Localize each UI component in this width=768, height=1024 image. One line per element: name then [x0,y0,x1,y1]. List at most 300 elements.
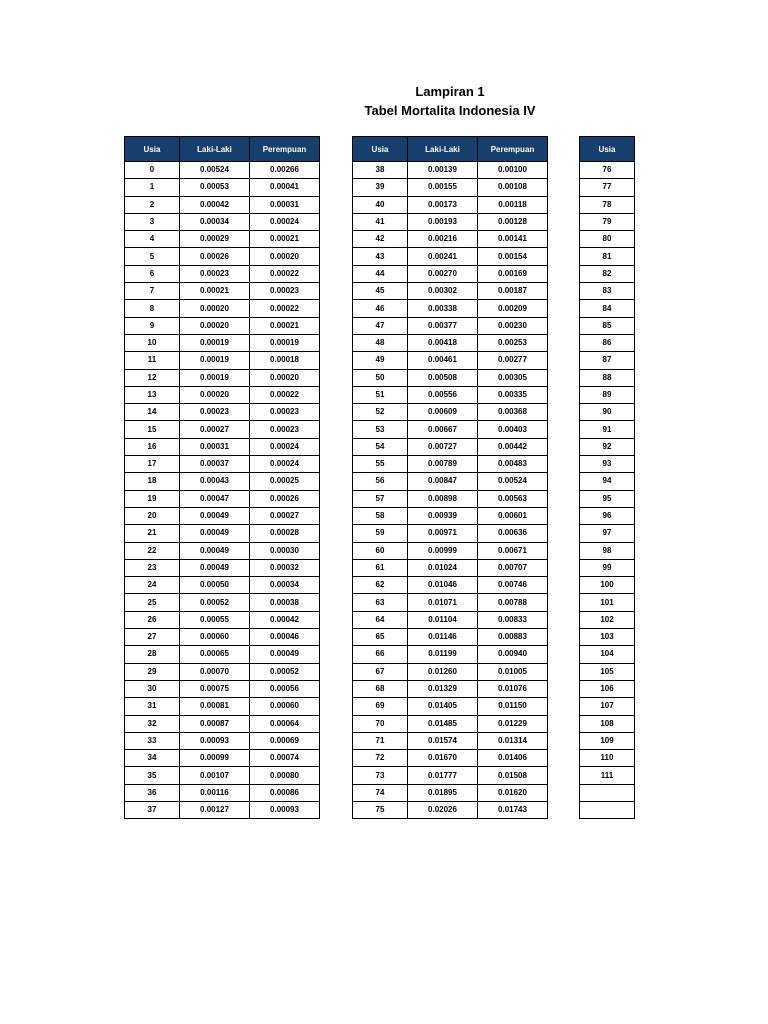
laki-laki-cell: 0.01046 [408,577,478,594]
usia-cell: 56 [353,473,408,490]
table-row [125,542,320,559]
perempuan-cell: 0.00018 [250,352,320,369]
table-row [125,680,320,697]
usia-cell: 103 [580,629,635,646]
table-row [353,732,548,749]
table-row [353,542,548,559]
usia-cell: 110 [580,750,635,767]
table-row [353,750,548,767]
header-usia: Usia [580,137,635,162]
usia-cell: 30 [125,680,180,697]
usia-cell: 7 [125,283,180,300]
usia-cell: 31 [125,698,180,715]
usia-cell: 39 [353,179,408,196]
laki-laki-cell: 0.01895 [408,784,478,801]
perempuan-cell: 0.00030 [250,542,320,559]
laki-laki-cell: 0.00139 [408,162,478,179]
usia-cell: 88 [580,369,635,386]
laki-laki-cell: 0.00099 [180,750,250,767]
table-row [125,490,320,507]
laki-laki-cell: 0.00053 [180,179,250,196]
header-perempuan: Perempuan [250,137,320,162]
perempuan-cell: 0.00041 [250,179,320,196]
laki-laki-cell: 0.00021 [180,283,250,300]
usia-cell: 38 [353,162,408,179]
table-row [580,715,635,732]
usia-cell: 22 [125,542,180,559]
table-row [580,248,635,265]
usia-cell: 6 [125,265,180,282]
usia-cell: 53 [353,421,408,438]
laki-laki-cell: 0.00155 [408,179,478,196]
table-row [353,577,548,594]
laki-laki-cell: 0.00019 [180,352,250,369]
perempuan-cell: 0.00034 [250,577,320,594]
perempuan-cell: 0.00020 [250,369,320,386]
usia-cell: 4 [125,231,180,248]
laki-laki-cell: 0.00049 [180,542,250,559]
laki-laki-cell: 0.01146 [408,629,478,646]
usia-cell: 104 [580,646,635,663]
usia-cell: 32 [125,715,180,732]
perempuan-cell: 0.00026 [250,490,320,507]
usia-cell: 83 [580,283,635,300]
table-row [125,231,320,248]
table-row [353,680,548,697]
header-usia: Usia [125,137,180,162]
perempuan-cell: 0.00080 [250,767,320,784]
laki-laki-cell: 0.00939 [408,507,478,524]
table-row [125,715,320,732]
laki-laki-cell: 0.00019 [180,334,250,351]
usia-cell: 34 [125,750,180,767]
perempuan-cell: 0.00056 [250,680,320,697]
table-row [125,456,320,473]
usia-cell: 80 [580,231,635,248]
perempuan-cell: 0.00028 [250,525,320,542]
table-row [125,213,320,230]
usia-cell: 92 [580,438,635,455]
usia-cell: 85 [580,317,635,334]
table-row [353,386,548,403]
usia-cell: 58 [353,507,408,524]
perempuan-cell: 0.00023 [250,404,320,421]
perempuan-cell: 0.00108 [478,179,548,196]
perempuan-cell: 0.00563 [478,490,548,507]
table-row [580,369,635,386]
table-row [125,352,320,369]
perempuan-cell: 0.00368 [478,404,548,421]
usia-cell: 24 [125,577,180,594]
usia-cell: 76 [580,162,635,179]
laki-laki-cell: 0.01260 [408,663,478,680]
table-row [353,646,548,663]
table-row [125,265,320,282]
laki-laki-cell: 0.00081 [180,698,250,715]
laki-laki-cell: 0.00338 [408,300,478,317]
perempuan-cell: 0.00031 [250,196,320,213]
usia-cell: 106 [580,680,635,697]
table-row [353,715,548,732]
table-row [580,231,635,248]
usia-cell: 71 [353,732,408,749]
laki-laki-cell: 0.00020 [180,300,250,317]
table-header-row [125,137,320,162]
laki-laki-cell: 0.00050 [180,577,250,594]
usia-cell: 59 [353,525,408,542]
laki-laki-cell: 0.00027 [180,421,250,438]
usia-cell: 93 [580,456,635,473]
perempuan-cell: 0.00154 [478,248,548,265]
usia-cell: 72 [353,750,408,767]
laki-laki-cell: 0.00034 [180,213,250,230]
usia-cell: 57 [353,490,408,507]
perempuan-cell: 0.00833 [478,611,548,628]
perempuan-cell: 0.00671 [478,542,548,559]
table-row [353,300,548,317]
perempuan-cell: 0.00707 [478,559,548,576]
usia-cell: 2 [125,196,180,213]
usia-cell [580,801,635,818]
perempuan-cell: 0.00100 [478,162,548,179]
perempuan-cell: 0.00187 [478,283,548,300]
usia-cell: 69 [353,698,408,715]
table-row [353,629,548,646]
table-row [353,438,548,455]
perempuan-cell: 0.01005 [478,663,548,680]
perempuan-cell: 0.00403 [478,421,548,438]
table-row [125,386,320,403]
table-row [125,698,320,715]
table-row [125,334,320,351]
table-row [353,490,548,507]
table-row [125,438,320,455]
table-row [580,801,635,818]
perempuan-cell: 0.00169 [478,265,548,282]
laki-laki-cell: 0.01329 [408,680,478,697]
usia-cell: 28 [125,646,180,663]
table-row [353,231,548,248]
laki-laki-cell: 0.00020 [180,317,250,334]
perempuan-cell: 0.00746 [478,577,548,594]
table-row [125,594,320,611]
table-row [125,473,320,490]
laki-laki-cell: 0.00461 [408,352,478,369]
mortality-table-3 [579,136,635,819]
usia-cell: 43 [353,248,408,265]
perempuan-cell: 0.01743 [478,801,548,818]
table-row [580,386,635,403]
table-row [125,559,320,576]
perempuan-cell: 0.00021 [250,317,320,334]
perempuan-cell: 0.01406 [478,750,548,767]
table-row [353,265,548,282]
usia-cell: 29 [125,663,180,680]
table-row [353,456,548,473]
table-row [353,663,548,680]
table-row [580,698,635,715]
perempuan-cell: 0.00253 [478,334,548,351]
laki-laki-cell: 0.00065 [180,646,250,663]
usia-cell: 0 [125,162,180,179]
usia-cell: 45 [353,283,408,300]
mortality-table-2 [352,136,548,819]
usia-cell: 17 [125,456,180,473]
table-row [580,784,635,801]
laki-laki-cell: 0.01777 [408,767,478,784]
perempuan-cell: 0.00118 [478,196,548,213]
perempuan-cell: 0.00027 [250,507,320,524]
perempuan-cell: 0.00021 [250,231,320,248]
perempuan-cell: 0.01150 [478,698,548,715]
usia-cell: 107 [580,698,635,715]
usia-cell: 50 [353,369,408,386]
perempuan-cell: 0.01508 [478,767,548,784]
usia-cell: 15 [125,421,180,438]
usia-cell: 35 [125,767,180,784]
perempuan-cell: 0.00032 [250,559,320,576]
perempuan-cell: 0.00128 [478,213,548,230]
usia-cell: 40 [353,196,408,213]
usia-cell: 67 [353,663,408,680]
usia-cell: 54 [353,438,408,455]
table-row [580,732,635,749]
laki-laki-cell: 0.01670 [408,750,478,767]
usia-cell: 41 [353,213,408,230]
laki-laki-cell: 0.01485 [408,715,478,732]
table-row [580,767,635,784]
table-row [353,473,548,490]
usia-cell: 33 [125,732,180,749]
table-row [580,629,635,646]
laki-laki-cell: 0.00667 [408,421,478,438]
table-row [580,352,635,369]
laki-laki-cell: 0.00847 [408,473,478,490]
laki-laki-cell: 0.01405 [408,698,478,715]
table-row [125,784,320,801]
laki-laki-cell: 0.00241 [408,248,478,265]
usia-cell: 1 [125,179,180,196]
laki-laki-cell: 0.00270 [408,265,478,282]
laki-laki-cell: 0.00508 [408,369,478,386]
table-row [125,732,320,749]
table-row [580,438,635,455]
usia-cell: 81 [580,248,635,265]
usia-cell: 13 [125,386,180,403]
table-row [580,507,635,524]
laki-laki-cell: 0.01574 [408,732,478,749]
usia-cell: 86 [580,334,635,351]
table-row [125,577,320,594]
table-row [353,525,548,542]
table-row [353,369,548,386]
laki-laki-cell: 0.00019 [180,369,250,386]
table-row [353,179,548,196]
laki-laki-cell: 0.00971 [408,525,478,542]
usia-cell: 49 [353,352,408,369]
table-row [353,594,548,611]
table-row [353,317,548,334]
laki-laki-cell: 0.00049 [180,507,250,524]
perempuan-cell: 0.00022 [250,265,320,282]
title-line-1: Lampiran 1 [415,84,485,99]
perempuan-cell: 0.00064 [250,715,320,732]
perempuan-cell: 0.00049 [250,646,320,663]
usia-cell: 65 [353,629,408,646]
usia-cell: 47 [353,317,408,334]
usia-cell: 9 [125,317,180,334]
table-row [125,404,320,421]
table-row [580,646,635,663]
usia-cell: 18 [125,473,180,490]
usia-cell: 55 [353,456,408,473]
laki-laki-cell: 0.00055 [180,611,250,628]
laki-laki-cell: 0.00049 [180,559,250,576]
table-row [580,265,635,282]
table-row [580,577,635,594]
laki-laki-cell: 0.00070 [180,663,250,680]
laki-laki-cell: 0.00060 [180,629,250,646]
usia-cell: 70 [353,715,408,732]
laki-laki-cell: 0.00302 [408,283,478,300]
usia-cell: 14 [125,404,180,421]
usia-cell: 21 [125,525,180,542]
usia-cell: 109 [580,732,635,749]
usia-cell: 27 [125,629,180,646]
perempuan-cell: 0.00069 [250,732,320,749]
perempuan-cell: 0.00788 [478,594,548,611]
perempuan-cell: 0.00019 [250,334,320,351]
table-row [580,300,635,317]
table-row [125,179,320,196]
laki-laki-cell: 0.00377 [408,317,478,334]
perempuan-cell: 0.00230 [478,317,548,334]
usia-cell: 12 [125,369,180,386]
header-perempuan: Perempuan [478,137,548,162]
laki-laki-cell: 0.00107 [180,767,250,784]
table-row [353,801,548,818]
table-row [580,404,635,421]
usia-cell: 20 [125,507,180,524]
table-row [580,283,635,300]
laki-laki-cell: 0.00173 [408,196,478,213]
usia-cell: 108 [580,715,635,732]
laki-laki-cell: 0.00524 [180,162,250,179]
perempuan-cell: 0.00024 [250,438,320,455]
usia-cell: 3 [125,213,180,230]
table-row [580,559,635,576]
table-row [580,490,635,507]
perempuan-cell: 0.00024 [250,456,320,473]
table-row [125,611,320,628]
usia-cell: 8 [125,300,180,317]
laki-laki-cell: 0.00042 [180,196,250,213]
usia-cell: 19 [125,490,180,507]
perempuan-cell: 0.00636 [478,525,548,542]
table-row [125,663,320,680]
mortality-table-1 [124,136,320,819]
perempuan-cell: 0.00093 [250,801,320,818]
usia-cell: 36 [125,784,180,801]
laki-laki-cell: 0.01024 [408,559,478,576]
table-row [125,369,320,386]
usia-cell: 75 [353,801,408,818]
table-row [353,248,548,265]
usia-cell: 97 [580,525,635,542]
perempuan-cell: 0.00038 [250,594,320,611]
laki-laki-cell: 0.02026 [408,801,478,818]
laki-laki-cell: 0.00023 [180,404,250,421]
table-row [580,473,635,490]
perempuan-cell: 0.00524 [478,473,548,490]
table-row [580,196,635,213]
perempuan-cell: 0.00305 [478,369,548,386]
usia-cell: 61 [353,559,408,576]
table-row [580,750,635,767]
laki-laki-cell: 0.00047 [180,490,250,507]
usia-cell: 96 [580,507,635,524]
usia-cell: 87 [580,352,635,369]
usia-cell: 111 [580,767,635,784]
table-row [125,646,320,663]
laki-laki-cell: 0.01104 [408,611,478,628]
table-row [125,525,320,542]
table-row [580,421,635,438]
table-row [125,767,320,784]
usia-cell: 11 [125,352,180,369]
usia-cell: 42 [353,231,408,248]
usia-cell: 51 [353,386,408,403]
table-row [353,698,548,715]
perempuan-cell: 0.00335 [478,386,548,403]
table-row [125,507,320,524]
table-row [125,801,320,818]
table-row [353,784,548,801]
perempuan-cell: 0.00025 [250,473,320,490]
laki-laki-cell: 0.00789 [408,456,478,473]
laki-laki-cell: 0.00999 [408,542,478,559]
perempuan-cell: 0.01229 [478,715,548,732]
table-header-row [353,137,548,162]
laki-laki-cell: 0.00898 [408,490,478,507]
laki-laki-cell: 0.01071 [408,594,478,611]
perempuan-cell: 0.00086 [250,784,320,801]
usia-cell: 46 [353,300,408,317]
table-row [125,162,320,179]
laki-laki-cell: 0.00049 [180,525,250,542]
perempuan-cell: 0.00601 [478,507,548,524]
table-header-row [580,137,635,162]
laki-laki-cell: 0.00087 [180,715,250,732]
laki-laki-cell: 0.00020 [180,386,250,403]
usia-cell: 79 [580,213,635,230]
usia-cell: 95 [580,490,635,507]
table-row [353,334,548,351]
usia-cell: 68 [353,680,408,697]
title-block [0,82,768,120]
perempuan-cell: 0.00023 [250,283,320,300]
usia-cell [580,784,635,801]
table-row [353,196,548,213]
perempuan-cell: 0.01314 [478,732,548,749]
usia-cell: 60 [353,542,408,559]
perempuan-cell: 0.00052 [250,663,320,680]
laki-laki-cell: 0.00093 [180,732,250,749]
perempuan-cell: 0.00277 [478,352,548,369]
laki-laki-cell: 0.00216 [408,231,478,248]
table-row [125,317,320,334]
perempuan-cell: 0.00266 [250,162,320,179]
